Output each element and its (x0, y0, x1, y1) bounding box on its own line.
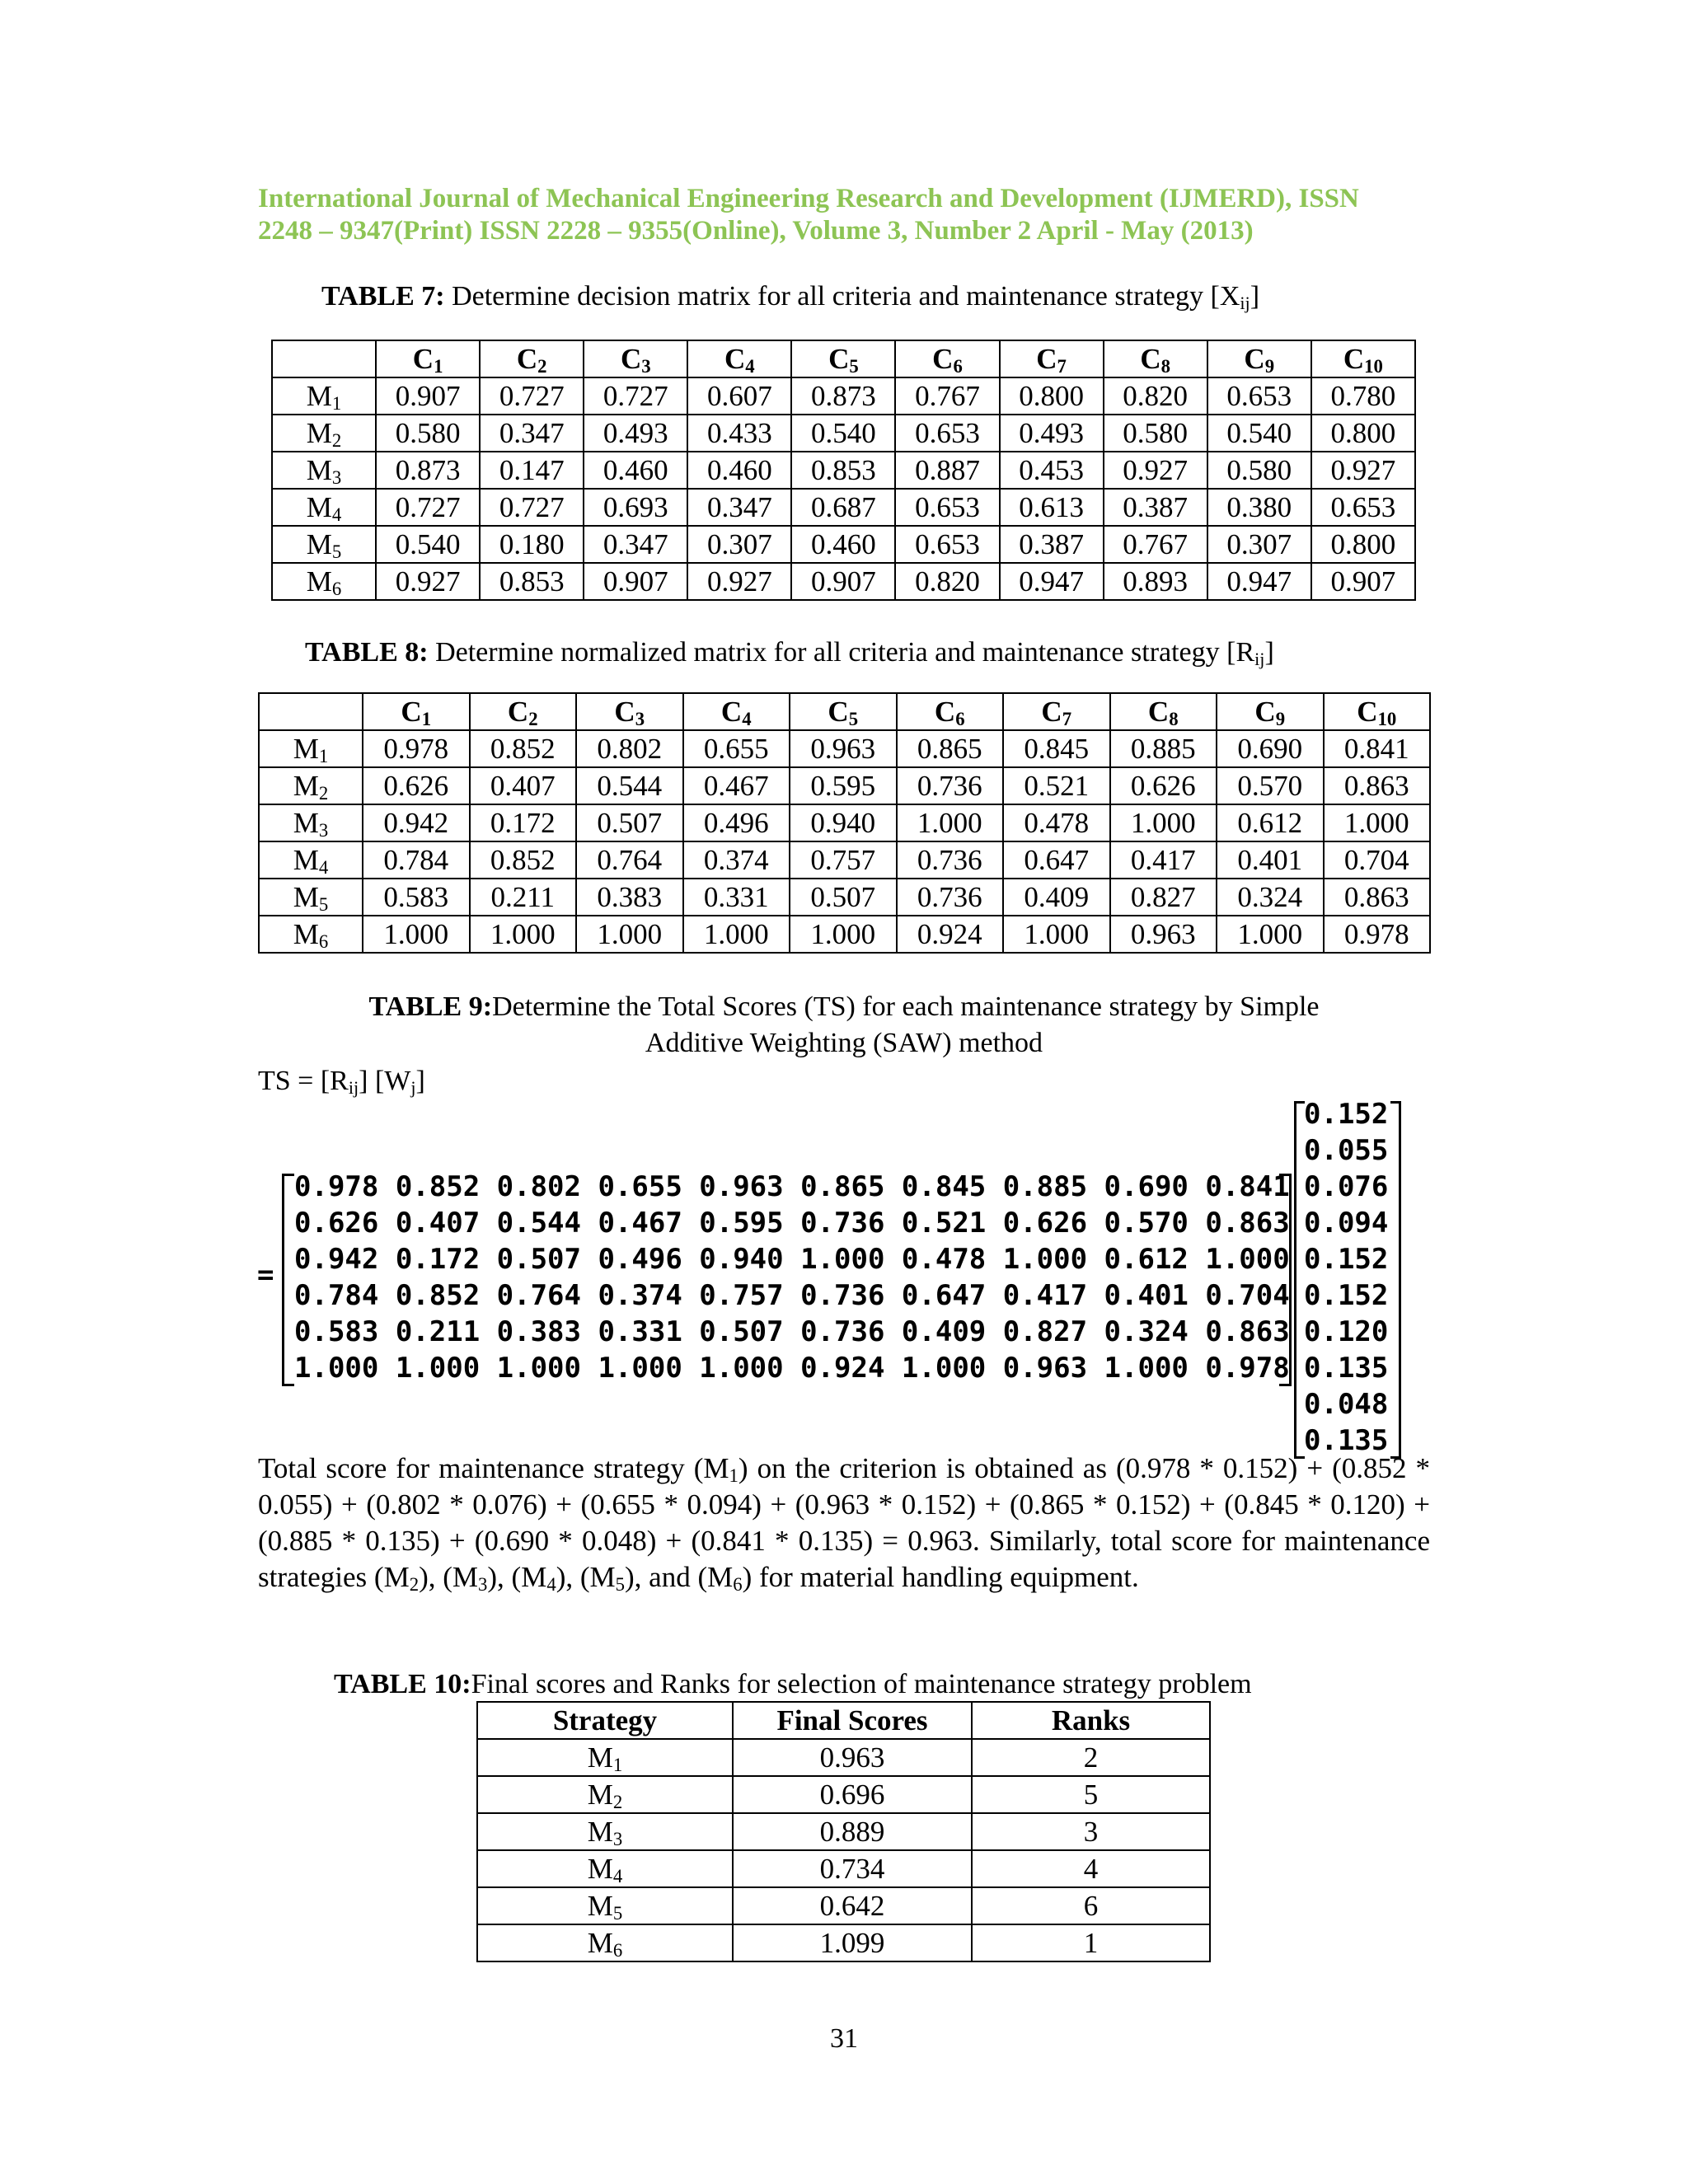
table-cell: 0.478 (1003, 804, 1110, 841)
weight-value: 0.120 (1304, 1315, 1389, 1348)
matrix-row: 1.000 1.000 1.000 1.000 1.000 0.924 1.000 0.963 1.000 0.978 (294, 1352, 1290, 1385)
rank-cell: 4 (972, 1850, 1210, 1887)
table-row (272, 377, 1415, 415)
table-cell: 0.496 (683, 804, 790, 841)
journal-header-line2: 2248 – 9347(Print) ISSN 2228 – 9355(Online), Volume 3, Number 2 April - May (2013) (258, 216, 1254, 246)
total-score-paragraph: Total score for maintenance strategy $(M_1)$ on the criterion is obtained as (0.978 * 0.152) + (0.852 * 0.055) + (0.802 * 0.076) + (0.655 * 0.094) + (0.963 * 0.152) + (0.865 * 0.152) + (0.845 * 0.120) + (0.885 * 0.135) + (0.690 * 0.048) + (0.841 * 0.135) = 0.963. Similarly, total score for maintenance strategies $(M_2)$, $(M_3)$, $(M_4)$, $(M_5)$, and $(M_6)$ for material handling equipment. (258, 1452, 1430, 1595)
strategy-cell: $M_2$ (477, 1776, 733, 1813)
rank-cell: 6 (972, 1887, 1210, 1924)
weight-value: 0.135 (1304, 1424, 1389, 1457)
strategy-cell: $M_4$ (477, 1850, 733, 1887)
table-cell: 0.841 (1324, 730, 1431, 767)
table-cell: 0.827 (1110, 879, 1217, 916)
table-row (477, 1924, 1210, 1961)
table-cell: 0.612 (1217, 804, 1324, 841)
normalized-matrix-table (258, 692, 1431, 954)
table-cell: 0.767 (1104, 526, 1207, 563)
table-cell: 1.000 (576, 916, 683, 953)
row-header: $M_3$ (272, 452, 376, 489)
row-header: $M_5$ (259, 879, 363, 916)
column-header: $C_5$ (790, 693, 897, 730)
table-cell: 0.727 (584, 377, 687, 415)
table-row (272, 563, 1415, 600)
matrix-row: 0.626 0.407 0.544 0.467 0.595 0.736 0.521 0.626 0.570 0.863 (294, 1207, 1290, 1240)
table-row (259, 767, 1430, 804)
table-cell: 0.401 (1217, 841, 1324, 879)
table-header-row (477, 1702, 1210, 1739)
table-row (259, 841, 1430, 879)
table-cell: 0.873 (791, 377, 895, 415)
left-bracket (282, 1174, 294, 1386)
table-cell: 0.521 (1003, 767, 1110, 804)
table-cell: 0.736 (897, 841, 1004, 879)
table-cell: 0.978 (363, 730, 470, 767)
table-cell: 0.653 (895, 489, 999, 526)
table-cell: 0.380 (1207, 489, 1311, 526)
table-cell: 1.000 (1217, 916, 1324, 953)
row-header: $M_6$ (272, 563, 376, 600)
table-cell: 0.907 (791, 563, 895, 600)
rank-cell: 3 (972, 1813, 1210, 1850)
table-cell: 0.963 (790, 730, 897, 767)
table-header-row (272, 340, 1415, 377)
header-ranks: Ranks (972, 1702, 1210, 1739)
table-cell: 0.845 (1003, 730, 1110, 767)
table-cell: 0.460 (584, 452, 687, 489)
table-cell: 0.180 (480, 526, 584, 563)
table-cell: 0.947 (1207, 563, 1311, 600)
table-cell: 0.863 (1324, 767, 1431, 804)
column-header: $C_7$ (1000, 340, 1104, 377)
rank-cell: 1 (972, 1924, 1210, 1961)
table-cell: 0.653 (1311, 489, 1415, 526)
table-cell: 0.347 (584, 526, 687, 563)
weight-value: 0.152 (1304, 1243, 1389, 1276)
column-header: $C_3$ (584, 340, 687, 377)
table-cell: 0.460 (791, 526, 895, 563)
table-cell: 0.307 (1207, 526, 1311, 563)
score-cell: 1.099 (733, 1924, 972, 1961)
table-cell: 0.927 (376, 563, 480, 600)
corner-cell (272, 340, 376, 377)
table-cell: 0.655 (683, 730, 790, 767)
table-cell: 0.927 (1104, 452, 1207, 489)
table-cell: 0.853 (480, 563, 584, 600)
column-header: $C_1$ (376, 340, 480, 377)
table-cell: 0.383 (576, 879, 683, 916)
table-cell: 0.907 (376, 377, 480, 415)
journal-header-line1: International Journal of Mechanical Engineering Research and Development (IJMERD), ISSN (258, 184, 1359, 213)
table-cell: 0.347 (480, 415, 584, 452)
row-header: $M_2$ (272, 415, 376, 452)
column-header: $C_1$ (363, 693, 470, 730)
table-header-row (259, 693, 1430, 730)
table-cell: 0.583 (363, 879, 470, 916)
table-cell: 0.942 (363, 804, 470, 841)
table-cell: 0.690 (1217, 730, 1324, 767)
table-row (477, 1813, 1210, 1850)
column-header: $C_{10}$ (1324, 693, 1431, 730)
table-cell: 0.907 (1311, 563, 1415, 600)
row-header: $M_1$ (272, 377, 376, 415)
row-header: $M_4$ (259, 841, 363, 879)
table-cell: 0.893 (1104, 563, 1207, 600)
row-header: $M_1$ (259, 730, 363, 767)
rank-cell: 2 (972, 1739, 1210, 1776)
table-cell: 0.852 (470, 730, 577, 767)
strategy-cell: $M_1$ (477, 1739, 733, 1776)
table-cell: 0.507 (576, 804, 683, 841)
table-cell: 0.978 (1324, 916, 1431, 953)
table8-caption: TABLE 8: Determine normalized matrix for all criteria and maintenance strategy $[R_{ij}]$ (305, 637, 1274, 669)
table-cell: 0.820 (895, 563, 999, 600)
table-cell: 1.000 (683, 916, 790, 953)
row-header: $M_4$ (272, 489, 376, 526)
table-cell: 0.727 (376, 489, 480, 526)
table-cell: 0.407 (470, 767, 577, 804)
table-row (272, 452, 1415, 489)
table-row (272, 489, 1415, 526)
table-cell: 0.626 (1110, 767, 1217, 804)
r-matrix (282, 1169, 1292, 1386)
table-cell: 0.653 (1207, 377, 1311, 415)
table-cell: 0.580 (1207, 452, 1311, 489)
strategy-cell: $M_6$ (477, 1924, 733, 1961)
table-cell: 0.540 (791, 415, 895, 452)
table-row (259, 804, 1430, 841)
table-cell: 0.907 (584, 563, 687, 600)
table-cell: 0.331 (683, 879, 790, 916)
table-cell: 0.387 (1000, 526, 1104, 563)
table-cell: 0.626 (363, 767, 470, 804)
table-cell: 0.963 (1110, 916, 1217, 953)
table-cell: 0.460 (687, 452, 791, 489)
table-cell: 0.784 (363, 841, 470, 879)
table-cell: 0.307 (687, 526, 791, 563)
table-cell: 0.417 (1110, 841, 1217, 879)
rank-cell: 5 (972, 1776, 1210, 1813)
table-cell: 0.767 (895, 377, 999, 415)
weight-value: 0.152 (1304, 1279, 1389, 1312)
table-cell: 0.853 (791, 452, 895, 489)
table9-caption: TABLE 9:Determine the Total Scores (TS) for each maintenance strategy by Simple Additive Weighting (SAW) method (368, 991, 1320, 1058)
table-cell: 0.940 (790, 804, 897, 841)
table-cell: 0.764 (576, 841, 683, 879)
table-cell: 0.757 (790, 841, 897, 879)
table-cell: 0.580 (1104, 415, 1207, 452)
table-cell: 0.172 (470, 804, 577, 841)
strategy-cell: $M_3$ (477, 1813, 733, 1850)
ts-formula: TS = $[R_{ij}]$ $[W_j]$ (258, 1066, 425, 1098)
table-cell: 1.000 (1324, 804, 1431, 841)
row-header: $M_3$ (259, 804, 363, 841)
decision-matrix-table (271, 340, 1416, 601)
table-cell: 0.865 (897, 730, 1004, 767)
w-vector (1294, 1096, 1401, 1459)
weight-value: 0.076 (1304, 1170, 1389, 1203)
column-header: $C_8$ (1110, 693, 1217, 730)
table-cell: 0.873 (376, 452, 480, 489)
row-header: $M_6$ (259, 916, 363, 953)
table-cell: 0.687 (791, 489, 895, 526)
table-cell: 0.374 (683, 841, 790, 879)
table-row (272, 415, 1415, 452)
table-cell: 0.780 (1311, 377, 1415, 415)
table-cell: 1.000 (1110, 804, 1217, 841)
row-header: $M_2$ (259, 767, 363, 804)
table-cell: 1.000 (897, 804, 1004, 841)
column-header: $C_4$ (683, 693, 790, 730)
column-header: $C_2$ (480, 340, 584, 377)
column-header: $C_{10}$ (1311, 340, 1415, 377)
table-cell: 1.000 (1003, 916, 1110, 953)
table-cell: 0.727 (480, 489, 584, 526)
table-cell: 0.924 (897, 916, 1004, 953)
table-cell: 0.493 (584, 415, 687, 452)
table-row (477, 1850, 1210, 1887)
table-cell: 0.544 (576, 767, 683, 804)
score-cell: 0.963 (733, 1739, 972, 1776)
table-cell: 0.467 (683, 767, 790, 804)
table-row (477, 1739, 1210, 1776)
table-cell: 0.704 (1324, 841, 1431, 879)
column-header: $C_4$ (687, 340, 791, 377)
table-cell: 0.927 (687, 563, 791, 600)
table-cell: 0.927 (1311, 452, 1415, 489)
table-row (259, 879, 1430, 916)
table-cell: 0.885 (1110, 730, 1217, 767)
column-header: $C_6$ (895, 340, 999, 377)
table-cell: 1.000 (470, 916, 577, 953)
score-cell: 0.696 (733, 1776, 972, 1813)
column-header: $C_3$ (576, 693, 683, 730)
table-cell: 0.453 (1000, 452, 1104, 489)
table-row (477, 1887, 1210, 1924)
table-cell: 0.653 (895, 415, 999, 452)
table-cell: 0.211 (470, 879, 577, 916)
table-cell: 0.693 (584, 489, 687, 526)
table7-caption: TABLE 7: Determine decision matrix for all criteria and maintenance strategy $[X_{ij}]$ (321, 281, 1260, 313)
score-cell: 0.734 (733, 1850, 972, 1887)
final-scores-table (476, 1701, 1211, 1962)
table-row (272, 526, 1415, 563)
table-cell: 0.387 (1104, 489, 1207, 526)
equals-sign: = (257, 1258, 274, 1291)
column-header: $C_5$ (791, 340, 895, 377)
table-cell: 0.570 (1217, 767, 1324, 804)
score-cell: 0.642 (733, 1887, 972, 1924)
table-cell: 0.613 (1000, 489, 1104, 526)
table-cell: 0.347 (687, 489, 791, 526)
table-cell: 0.727 (480, 377, 584, 415)
column-header: $C_7$ (1003, 693, 1110, 730)
table-cell: 0.800 (1000, 377, 1104, 415)
matrix-row: 0.942 0.172 0.507 0.496 0.940 1.000 0.478 1.000 0.612 1.000 (294, 1243, 1290, 1276)
table-cell: 0.653 (895, 526, 999, 563)
page-number: 31 (830, 2023, 858, 2054)
column-header: $C_2$ (470, 693, 577, 730)
row-header: $M_5$ (272, 526, 376, 563)
corner-cell (259, 693, 363, 730)
score-cell: 0.889 (733, 1813, 972, 1850)
column-header: $C_8$ (1104, 340, 1207, 377)
table-cell: 0.863 (1324, 879, 1431, 916)
matrix-row: 0.978 0.852 0.802 0.655 0.963 0.865 0.845 0.885 0.690 0.841 (294, 1170, 1290, 1203)
table10-caption: TABLE 10:Final scores and Ranks for selection of maintenance strategy problem (334, 1669, 1252, 1699)
table-cell: 0.852 (470, 841, 577, 879)
table-cell: 0.493 (1000, 415, 1104, 452)
matrix-row: 0.784 0.852 0.764 0.374 0.757 0.736 0.647 0.417 0.401 0.704 (294, 1279, 1290, 1312)
weight-value: 0.055 (1304, 1134, 1389, 1167)
table-cell: 0.607 (687, 377, 791, 415)
header-final-scores: Final Scores (733, 1702, 972, 1739)
table-cell: 0.820 (1104, 377, 1207, 415)
journal-header (258, 183, 1428, 247)
table-row (259, 916, 1430, 953)
weight-value: 0.094 (1304, 1207, 1389, 1240)
table-cell: 0.540 (376, 526, 480, 563)
strategy-cell: $M_5$ (477, 1887, 733, 1924)
table-cell: 0.433 (687, 415, 791, 452)
table-cell: 0.540 (1207, 415, 1311, 452)
table-cell: 0.887 (895, 452, 999, 489)
matrix-row: 0.583 0.211 0.383 0.331 0.507 0.736 0.409 0.827 0.324 0.863 (294, 1315, 1290, 1348)
weight-value: 0.152 (1304, 1098, 1389, 1131)
header-strategy: Strategy (477, 1702, 733, 1739)
table-row (477, 1776, 1210, 1813)
table-cell: 0.800 (1311, 526, 1415, 563)
table-cell: 1.000 (790, 916, 897, 953)
weight-value: 0.048 (1304, 1388, 1389, 1421)
column-header: $C_9$ (1207, 340, 1311, 377)
table-row (259, 730, 1430, 767)
table-cell: 0.647 (1003, 841, 1110, 879)
table-cell: 0.595 (790, 767, 897, 804)
table-cell: 0.800 (1311, 415, 1415, 452)
table-cell: 1.000 (363, 916, 470, 953)
table-cell: 0.736 (897, 767, 1004, 804)
right-bracket (1390, 1101, 1401, 1459)
column-header: $C_9$ (1217, 693, 1324, 730)
table-cell: 0.147 (480, 452, 584, 489)
table-cell: 0.409 (1003, 879, 1110, 916)
column-header: $C_6$ (897, 693, 1004, 730)
table-cell: 0.802 (576, 730, 683, 767)
weight-value: 0.135 (1304, 1352, 1389, 1385)
table-cell: 0.324 (1217, 879, 1324, 916)
table-cell: 0.947 (1000, 563, 1104, 600)
table-cell: 0.507 (790, 879, 897, 916)
table-cell: 0.580 (376, 415, 480, 452)
table-cell: 0.736 (897, 879, 1004, 916)
